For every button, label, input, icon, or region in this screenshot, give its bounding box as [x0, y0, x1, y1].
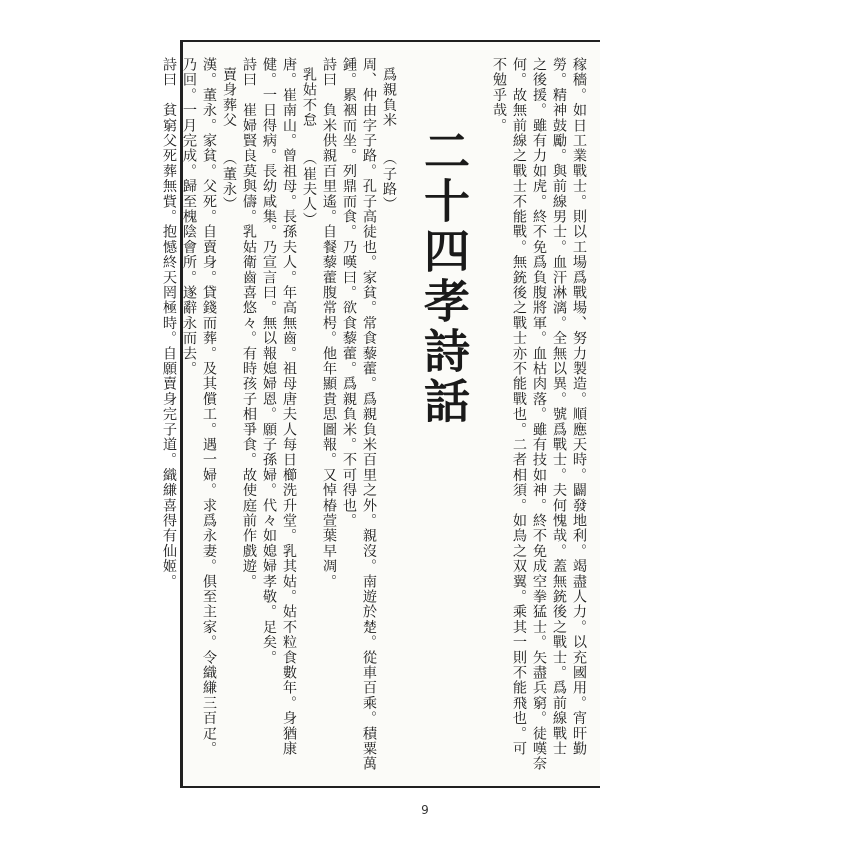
text-column: 健。一日得病。長幼咸集。乃宣言曰。無以報媳婦恩。願子孫婦。代々如媳婦孝敬。足矣。: [261, 57, 277, 665]
text-column: 何。故無前線之戰士不能戰。無銃後之戰士亦不能戰也。二者相須。如鳥之双翼。乘其一則不能飛也。可: [511, 57, 527, 757]
section-heading: [379, 57, 399, 777]
poem-column: 詩曰 貧窮父死葬無貲。抱憾終天罔極時。自願賣身完子道。織縑喜得有仙姬。: [161, 57, 177, 589]
section-title: 賣身葬父: [221, 67, 237, 128]
section-title: 乳姑不怠: [301, 67, 317, 128]
text-column: 稼穡。如日工業戰士。則以工場爲戰場、努力製造。順應天時。闢發地利。竭盡人力。以充國用。宵旰勤: [571, 57, 587, 757]
section-title: 爲親負米: [381, 67, 397, 128]
section-author: （子路）: [381, 158, 397, 212]
text-column: 之後援。雖有力如虎。終不免爲負腹將軍。血枯肉落。雖有技如神。終不免成空拳猛士。矢盡兵窮。徒嘆奈: [531, 57, 547, 772]
section-author: （董永）: [221, 158, 237, 212]
text-column: 漢。董永。家貧。父死。自賣身。貸錢而葬。及其償工。遇一婦。求爲永妻。俱至主家。令織縑三百疋。: [201, 57, 217, 757]
text-column: 周、仲由字子路。孔子高徒也。家貧。常食藜藿。爲親負米百里之外。親沒。南遊於楚。從車百乘。積粟萬: [361, 57, 377, 772]
poem-column: 詩曰 負米供親百里遙。自餐藜藿腹常枵。他年顯貴思圖報。又悼椿萱葉早凋。: [321, 57, 337, 589]
page-number: 9: [421, 803, 429, 817]
text-column: 不勉乎哉。: [491, 57, 507, 133]
section-author: （崔夫人）: [301, 158, 317, 228]
poem-column: 詩曰 崔婦賢良莫與儔。乳姑衛齒喜悠々。有時孩子相爭食。故使庭前作戲遊。: [241, 57, 257, 589]
section-heading: [219, 57, 239, 777]
text-column: 勞。精神鼓勵。與前線男士。血汗淋漓。全無以異。號爲戰士。夫何愧哉。蓋無銃後之戰士。爲前線戰士: [551, 57, 567, 757]
section-heading: [299, 57, 319, 777]
text-column: 鍾。累裀而坐。列鼎而食。乃嘆曰。欲食藜藿。爲親負米。不可得也。: [341, 57, 357, 529]
text-column: 唐。崔南山。曾祖母。長孫夫人。年高無齒。祖母唐夫人每日櫛洗升堂。乳其姑。姑不粒食數年。身猶康: [281, 57, 297, 757]
page-title: 二十四孝詩話: [417, 127, 471, 427]
vertical-text-body: [161, 57, 589, 777]
text-column: 乃回。一月完成。歸至槐陰會所。遂辭永而去。: [181, 57, 197, 377]
